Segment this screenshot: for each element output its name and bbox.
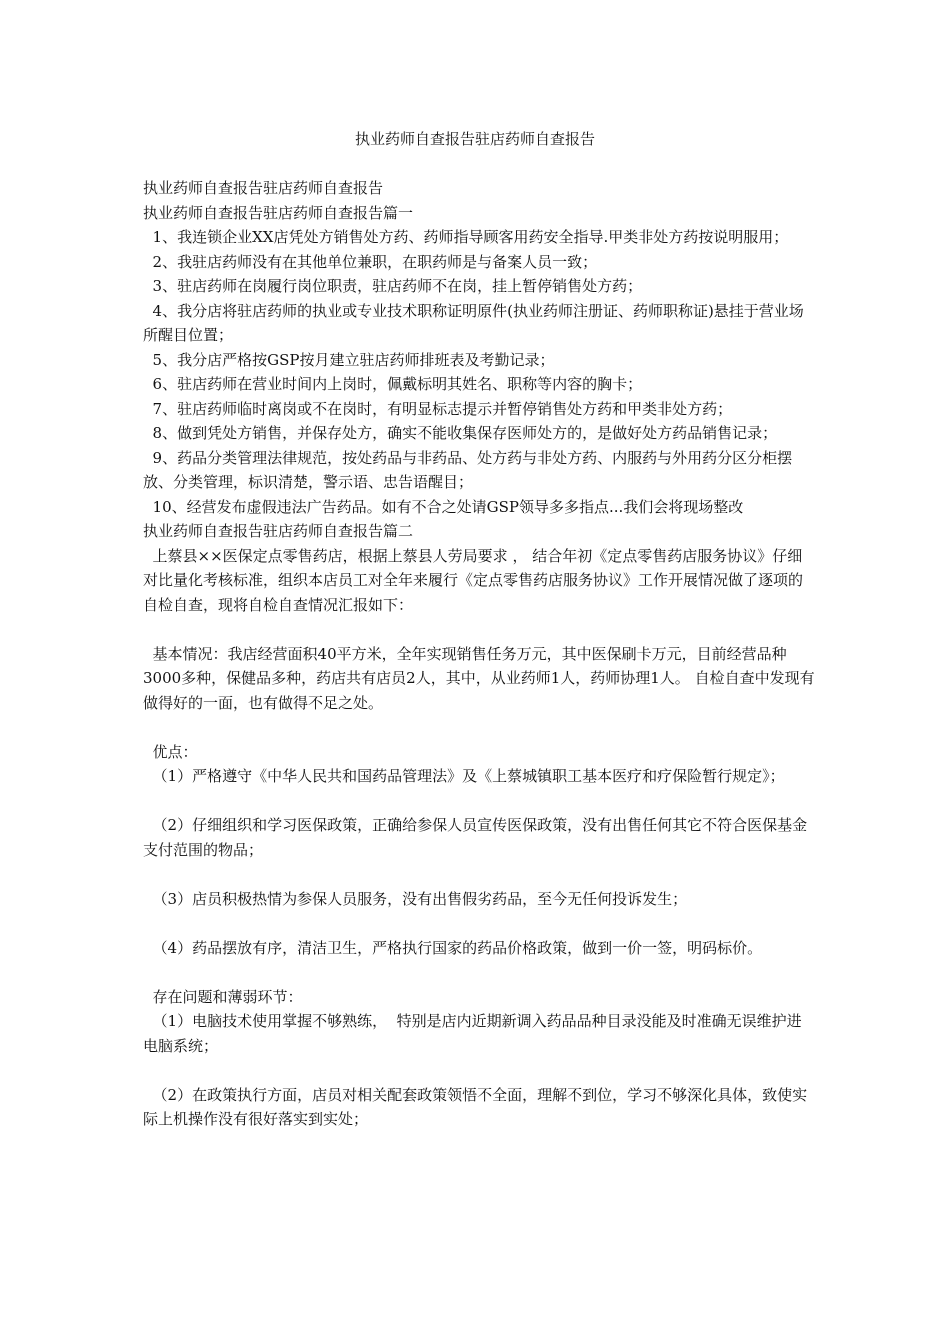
document-body — [143, 176, 815, 1132]
spacer — [143, 1058, 815, 1083]
problem-item-2: （2）在政策执行方面，店员对相关配套政策领悟不全面，理解不到位，学习不够深化具体，致使实际上机操作没有很好落实到实处； — [143, 1085, 808, 1128]
spacer — [143, 617, 815, 642]
advantage-item-1: （1）严格遵守《中华人民共和国药品管理法》及《上蔡城镇职工基本医疗和疗保险暂行规定》； — [143, 767, 785, 785]
paragraph-item-9: 9、药品分类管理法律规范，按处药品与非药品、处方药与非处方药、内服药与外用药分区分柜摆放、分类管理，标识清楚，警示语、忠告语醒目； — [143, 448, 793, 491]
spacer — [143, 911, 815, 936]
advantage-item-3: （3）店员积极热情为参保人员服务，没有出售假劣药品，至今无任何投诉发生； — [143, 889, 688, 908]
document-title: 执业药师自查报告驻店药师自查报告 — [354, 130, 595, 148]
paragraph-basic-info: 基本情况：我店经营面积40平方米，全年实现销售任务万元，其中医保刷卡万元，目前经营品种3000多种，保健品多种，药店共有店员2人，其中，从业药师1人，药师协理1人。 自检自查中发现有做得好的一面，也有做得不足之处。 — [143, 644, 815, 712]
paragraph-item-4: 4、我分店将驻店药师的执业或专业技术职称证明原件(执业药师注册证、药师职称证)悬挂于营业场所醒目位置； — [143, 301, 804, 344]
advantage-item-2: （2）仔细组织和学习医保政策，正确给参保人员宣传医保政策，没有出售任何其它不符合医保基金支付范围的物品； — [143, 816, 808, 859]
subheading-advantages: 优点： — [143, 742, 198, 761]
paragraph-item-3: 3、驻店药师在岗履行岗位职责，驻店药师不在岗，挂上暂停销售处方药； — [143, 277, 643, 295]
paragraph-item-2: 2、我驻店药师没有在其他单位兼职，在职药师是与备案人员一致； — [143, 252, 598, 271]
paragraph-item-7: 7、驻店药师临时离岗或不在岗时，有明显标志提示并暂停销售处方药和甲类非处方药； — [143, 399, 733, 418]
spacer — [143, 789, 815, 814]
paragraph-item-8: 8、做到凭处方销售，并保存处方，确实不能收集保存医师处方的，是做好处方药品销售记录； — [143, 424, 778, 442]
paragraph-item-6: 6、驻店药师在营业时间内上岗时，佩戴标明其姓名、职称等内容的胸卡； — [143, 375, 643, 393]
spacer — [143, 960, 815, 985]
heading-line: 执业药师自查报告驻店药师自查报告 — [143, 179, 384, 197]
subheading-problems: 存在问题和薄弱环节： — [143, 987, 303, 1006]
spacer — [143, 862, 815, 887]
problem-item-1: （1）电脑技术使用掌握不够熟练， 特别是店内近期新调入药品品种目录没能及时准确无误维护进电脑系统； — [143, 1012, 802, 1055]
paragraph-item-1: 1、我连锁企业XX店凭处方销售处方药、药师指导顾客用药安全指导.甲类非处方药按说明服用； — [143, 228, 789, 246]
section-heading-2: 执业药师自查报告驻店药师自查报告篇二 — [143, 522, 414, 540]
advantage-item-4: （4）药品摆放有序，清洁卫生，严格执行国家的药品价格政策，做到一价一签，明码标价。 — [143, 938, 763, 957]
spacer — [143, 715, 815, 740]
section-heading-1: 执业药师自查报告驻店药师自查报告篇一 — [143, 203, 414, 222]
paragraph-item-10: 10、经营发布虚假违法广告药品。如有不合之处请GSP领导多多指点...我们会将现场整改 — [143, 497, 744, 516]
paragraph-item-5: 5、我分店严格按GSP按月建立驻店药师排班表及考勤记录； — [143, 350, 555, 369]
paragraph-intro: 上蔡县××医保定点零售药店，根据上蔡县人劳局要求 ， 结合年初《定点零售药店服务协议》仔细对比量化考核标准，组织本店员工对全年来履行《定点零售药店服务协议》工作开展情况做了逐项的自检自查，现将自检自查情况汇报如下： — [143, 546, 804, 614]
